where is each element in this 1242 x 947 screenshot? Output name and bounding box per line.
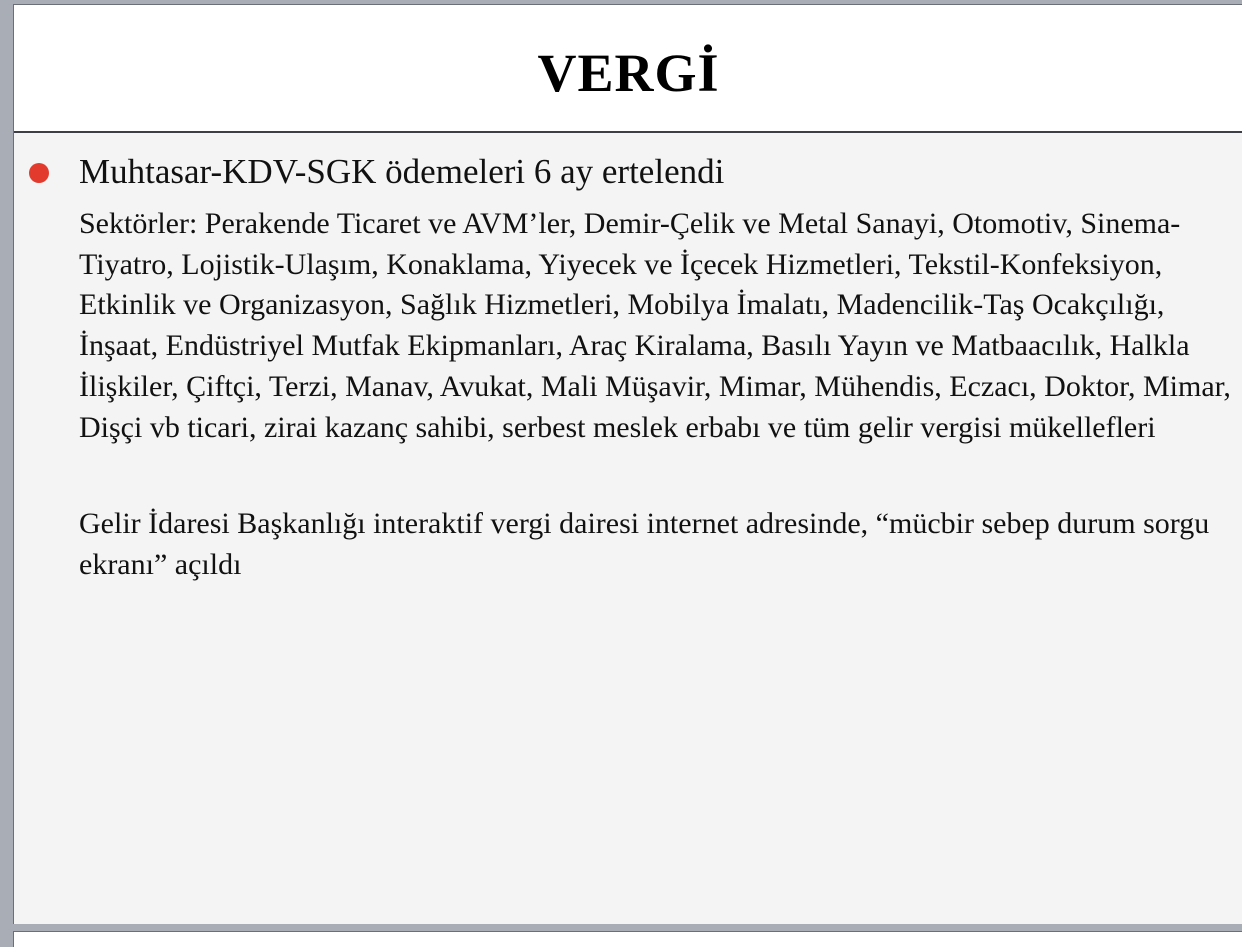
next-slide-edge bbox=[13, 931, 1242, 947]
gib-paragraph: Gelir İdaresi Başkanlığı interaktif vergi dairesi internet adresinde, “mücbir sebep durum sorgu ekranı” açıldı bbox=[79, 507, 1210, 581]
slide-title: VERGİ bbox=[537, 43, 720, 103]
bullet-text: Muhtasar-KDV-SGK ödemeleri 6 ay ertelendi bbox=[79, 152, 725, 191]
sectors-paragraph: Sektörler: Perakende Ticaret ve AVM’ler, Demir-Çelik ve Metal Sanayi, Otomotiv, Sinema-Tiyatro, Lojistik-Ulaşım, Konaklama, Yiyecek ve İçecek Hizmetleri, Tekstil-Konfeksiyon, Etkinlik ve Organizasyon, Sağlık Hizmetleri, Mobilya İmalatı, Madencilik-Taş Ocakçılığı, İnşaat, Endüstriyel Mutfak Ekipmanları, Araç Kiralama, Basılı Yayın ve Matbaacılık, Halkla İlişkiler, Çiftçi, Terzi, Manav, Avukat, Mali Müşavir, Mimar, Mühendis, Eczacı, Doktor, Mimar, Dişçi vb ticari, zirai kazanç sahibi, serbest meslek erbabı ve tüm gelir vergisi mükellefleri bbox=[79, 207, 1231, 444]
bullet-dot-icon bbox=[29, 163, 49, 183]
slide bbox=[13, 4, 1242, 924]
title-box bbox=[14, 5, 1242, 133]
